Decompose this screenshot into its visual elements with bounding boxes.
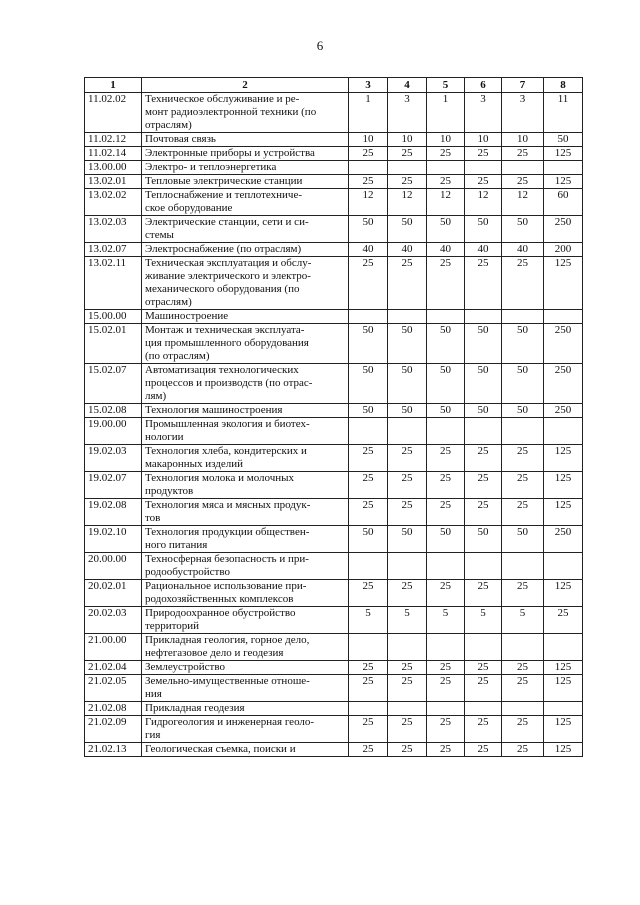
table-row: [85, 175, 583, 189]
value-col-7: 50: [502, 216, 544, 243]
specialty-code: 19.02.08: [85, 499, 142, 526]
value-col-3: 25: [349, 147, 388, 161]
value-col-3: [349, 310, 388, 324]
specialty-name: Технология молока и молочных продуктов: [142, 472, 349, 499]
value-col-8: 125: [544, 716, 583, 743]
specialty-name: Технология машиностроения: [142, 404, 349, 418]
value-col-6: 25: [465, 445, 502, 472]
value-col-5: [427, 418, 465, 445]
specialty-name: Технология продукции обществен- ного питания: [142, 526, 349, 553]
value-col-6: 50: [465, 364, 502, 404]
value-col-7: 50: [502, 364, 544, 404]
specialty-code: 13.02.11: [85, 257, 142, 310]
specialty-name: Тепловые электрические станции: [142, 175, 349, 189]
header-cell-2: 2: [142, 78, 349, 93]
value-col-8: 11: [544, 93, 583, 133]
value-col-8: [544, 634, 583, 661]
value-col-4: 25: [388, 675, 427, 702]
value-col-8: [544, 553, 583, 580]
specialty-code: 13.02.02: [85, 189, 142, 216]
specialty-name: Техническая эксплуатация и обслу- живание электрического и электро- механического оборудования (по отраслям): [142, 257, 349, 310]
specialty-code: 13.00.00: [85, 161, 142, 175]
table-row: [85, 553, 583, 580]
value-col-4: 10: [388, 133, 427, 147]
value-col-6: 50: [465, 526, 502, 553]
table-row: [85, 445, 583, 472]
value-col-6: [465, 702, 502, 716]
value-col-8: 250: [544, 526, 583, 553]
value-col-6: 25: [465, 661, 502, 675]
specialty-name: Гидрогеология и инженерная геоло- гия: [142, 716, 349, 743]
specialty-code: 15.02.01: [85, 324, 142, 364]
value-col-6: 50: [465, 324, 502, 364]
value-col-3: 40: [349, 243, 388, 257]
specialty-code: 21.02.09: [85, 716, 142, 743]
header-cell-7: 7: [502, 78, 544, 93]
value-col-8: 125: [544, 472, 583, 499]
value-col-7: 25: [502, 743, 544, 757]
value-col-7: 25: [502, 445, 544, 472]
specialty-name: Электроснабжение (по отраслям): [142, 243, 349, 257]
value-col-4: [388, 702, 427, 716]
specialty-code: 11.02.02: [85, 93, 142, 133]
specialty-name: Электро- и теплоэнергетика: [142, 161, 349, 175]
value-col-7: [502, 634, 544, 661]
value-col-6: [465, 418, 502, 445]
value-col-3: [349, 634, 388, 661]
specialty-name: Природоохранное обустройство территорий: [142, 607, 349, 634]
value-col-6: 50: [465, 404, 502, 418]
value-col-6: 25: [465, 472, 502, 499]
value-col-3: 1: [349, 93, 388, 133]
value-col-3: 50: [349, 404, 388, 418]
value-col-4: 25: [388, 580, 427, 607]
specialty-name: Электронные приборы и устройства: [142, 147, 349, 161]
table-row: [85, 607, 583, 634]
value-col-4: 3: [388, 93, 427, 133]
specialty-name: Технология хлеба, кондитерских и макаронных изделий: [142, 445, 349, 472]
specialty-name: Теплоснабжение и теплотехниче- ское оборудование: [142, 189, 349, 216]
specialty-code: 19.02.07: [85, 472, 142, 499]
value-col-8: [544, 161, 583, 175]
value-col-7: 25: [502, 175, 544, 189]
value-col-3: 25: [349, 675, 388, 702]
specialty-name: Геологическая съемка, поиски и: [142, 743, 349, 757]
specialty-code: 13.02.01: [85, 175, 142, 189]
value-col-7: [502, 553, 544, 580]
value-col-7: 5: [502, 607, 544, 634]
value-col-7: [502, 702, 544, 716]
value-col-4: 50: [388, 526, 427, 553]
value-col-5: 25: [427, 716, 465, 743]
value-col-6: 25: [465, 580, 502, 607]
value-col-7: 25: [502, 147, 544, 161]
specialty-name: Земельно-имущественные отноше- ния: [142, 675, 349, 702]
value-col-7: 40: [502, 243, 544, 257]
value-col-6: 25: [465, 675, 502, 702]
value-col-6: 25: [465, 499, 502, 526]
value-col-8: 50: [544, 133, 583, 147]
value-col-3: 25: [349, 580, 388, 607]
value-col-6: 25: [465, 257, 502, 310]
value-col-6: 10: [465, 133, 502, 147]
value-col-5: 25: [427, 743, 465, 757]
value-col-7: [502, 418, 544, 445]
table-row: [85, 216, 583, 243]
page-number: 6: [316, 38, 324, 53]
specialty-code: 15.02.08: [85, 404, 142, 418]
value-col-4: 25: [388, 472, 427, 499]
table-row: [85, 189, 583, 216]
value-col-7: 25: [502, 675, 544, 702]
value-col-5: [427, 634, 465, 661]
value-col-8: 250: [544, 404, 583, 418]
specialty-code: 11.02.14: [85, 147, 142, 161]
specialty-code: 19.02.03: [85, 445, 142, 472]
specialty-code: 13.02.03: [85, 216, 142, 243]
value-col-5: 50: [427, 404, 465, 418]
table-body: [85, 93, 583, 757]
specialty-code: 21.02.05: [85, 675, 142, 702]
table-row: [85, 634, 583, 661]
value-col-3: [349, 418, 388, 445]
value-col-8: 125: [544, 580, 583, 607]
value-col-5: 50: [427, 526, 465, 553]
table-row: [85, 364, 583, 404]
header-cell-3: 3: [349, 78, 388, 93]
table-row: [85, 324, 583, 364]
value-col-5: 50: [427, 216, 465, 243]
value-col-5: 50: [427, 364, 465, 404]
header-row: [85, 78, 583, 93]
value-col-4: 40: [388, 243, 427, 257]
value-col-3: 25: [349, 175, 388, 189]
value-col-5: [427, 702, 465, 716]
value-col-4: 50: [388, 364, 427, 404]
value-col-3: 12: [349, 189, 388, 216]
value-col-7: 10: [502, 133, 544, 147]
table-row: [85, 310, 583, 324]
table-row: [85, 675, 583, 702]
value-col-3: 25: [349, 743, 388, 757]
specialty-code: 19.02.10: [85, 526, 142, 553]
specialty-code: 15.02.07: [85, 364, 142, 404]
value-col-4: 25: [388, 661, 427, 675]
value-col-7: 12: [502, 189, 544, 216]
value-col-6: 25: [465, 716, 502, 743]
table-row: [85, 472, 583, 499]
value-col-4: 25: [388, 445, 427, 472]
value-col-6: 50: [465, 216, 502, 243]
value-col-7: 25: [502, 472, 544, 499]
value-col-3: [349, 553, 388, 580]
value-col-3: 50: [349, 364, 388, 404]
value-col-3: 50: [349, 526, 388, 553]
value-col-4: 5: [388, 607, 427, 634]
value-col-4: 25: [388, 499, 427, 526]
value-col-6: 40: [465, 243, 502, 257]
specialty-name: Рациональное использование при- родохозяйственных комплексов: [142, 580, 349, 607]
specialty-name: Техническое обслуживание и ре- монт радиоэлектронной техники (по отраслям): [142, 93, 349, 133]
value-col-3: 25: [349, 499, 388, 526]
value-col-8: 125: [544, 175, 583, 189]
value-col-5: 25: [427, 499, 465, 526]
specialty-name: Землеустройство: [142, 661, 349, 675]
header-cell-5: 5: [427, 78, 465, 93]
value-col-6: 25: [465, 743, 502, 757]
table-row: [85, 580, 583, 607]
value-col-8: 125: [544, 743, 583, 757]
specialty-code: 11.02.12: [85, 133, 142, 147]
value-col-5: 12: [427, 189, 465, 216]
value-col-4: [388, 418, 427, 445]
value-col-6: [465, 161, 502, 175]
table-row: [85, 257, 583, 310]
specialty-name: Автоматизация технологических процессов и производств (по отрас- лям): [142, 364, 349, 404]
specialty-code: 21.00.00: [85, 634, 142, 661]
value-col-5: 25: [427, 257, 465, 310]
specialty-code: 19.00.00: [85, 418, 142, 445]
value-col-8: 25: [544, 607, 583, 634]
value-col-5: 25: [427, 175, 465, 189]
value-col-4: 50: [388, 404, 427, 418]
value-col-8: 250: [544, 216, 583, 243]
value-col-8: [544, 702, 583, 716]
value-col-4: [388, 310, 427, 324]
table-row: [85, 418, 583, 445]
value-col-4: 12: [388, 189, 427, 216]
value-col-7: 25: [502, 257, 544, 310]
specialty-code: 15.00.00: [85, 310, 142, 324]
table-row: [85, 147, 583, 161]
value-col-7: [502, 161, 544, 175]
value-col-3: 25: [349, 716, 388, 743]
value-col-8: 125: [544, 445, 583, 472]
value-col-4: [388, 553, 427, 580]
table-row: [85, 93, 583, 133]
value-col-3: [349, 161, 388, 175]
value-col-8: 60: [544, 189, 583, 216]
table-row: [85, 499, 583, 526]
value-col-6: 25: [465, 147, 502, 161]
table-row: [85, 743, 583, 757]
value-col-5: 25: [427, 580, 465, 607]
specialty-name: Почтовая связь: [142, 133, 349, 147]
value-col-3: 25: [349, 257, 388, 310]
value-col-5: 25: [427, 661, 465, 675]
value-col-5: [427, 161, 465, 175]
value-col-8: 200: [544, 243, 583, 257]
value-col-3: 10: [349, 133, 388, 147]
value-col-6: 25: [465, 175, 502, 189]
value-col-6: [465, 553, 502, 580]
value-col-5: 25: [427, 445, 465, 472]
value-col-3: 50: [349, 216, 388, 243]
value-col-8: 125: [544, 499, 583, 526]
value-col-5: 1: [427, 93, 465, 133]
value-col-5: 25: [427, 472, 465, 499]
value-col-7: 50: [502, 324, 544, 364]
value-col-8: 125: [544, 257, 583, 310]
value-col-4: [388, 161, 427, 175]
value-col-3: [349, 702, 388, 716]
value-col-7: 25: [502, 661, 544, 675]
specialty-name: Промышленная экология и биотех- нологии: [142, 418, 349, 445]
value-col-7: 50: [502, 526, 544, 553]
specialty-name: Технология мяса и мясных продук- тов: [142, 499, 349, 526]
header-cell-6: 6: [465, 78, 502, 93]
value-col-8: 125: [544, 147, 583, 161]
value-col-7: [502, 310, 544, 324]
specialty-code: 20.00.00: [85, 553, 142, 580]
table-row: [85, 404, 583, 418]
header-cell-1: 1: [85, 78, 142, 93]
value-col-7: 50: [502, 404, 544, 418]
value-col-7: 25: [502, 499, 544, 526]
value-col-4: [388, 634, 427, 661]
value-col-8: 250: [544, 364, 583, 404]
header-cell-8: 8: [544, 78, 583, 93]
value-col-4: 25: [388, 175, 427, 189]
value-col-4: 25: [388, 743, 427, 757]
value-col-8: 125: [544, 675, 583, 702]
value-col-7: 25: [502, 580, 544, 607]
specialty-table: [84, 77, 583, 757]
specialty-name: Прикладная геодезия: [142, 702, 349, 716]
value-col-3: 25: [349, 472, 388, 499]
value-col-8: 125: [544, 661, 583, 675]
value-col-8: [544, 418, 583, 445]
specialty-code: 21.02.13: [85, 743, 142, 757]
specialty-code: 21.02.08: [85, 702, 142, 716]
value-col-6: 3: [465, 93, 502, 133]
value-col-5: [427, 553, 465, 580]
table-row: [85, 133, 583, 147]
value-col-7: 25: [502, 716, 544, 743]
value-col-5: 40: [427, 243, 465, 257]
value-col-5: [427, 310, 465, 324]
value-col-6: 5: [465, 607, 502, 634]
value-col-4: 50: [388, 216, 427, 243]
value-col-5: 25: [427, 147, 465, 161]
table-row: [85, 526, 583, 553]
value-col-5: 50: [427, 324, 465, 364]
value-col-3: 25: [349, 661, 388, 675]
specialty-name: Техносферная безопасность и при- родообустройство: [142, 553, 349, 580]
value-col-3: 5: [349, 607, 388, 634]
value-col-8: 250: [544, 324, 583, 364]
value-col-6: [465, 310, 502, 324]
table-row: [85, 161, 583, 175]
value-col-6: 12: [465, 189, 502, 216]
specialty-code: 21.02.04: [85, 661, 142, 675]
specialty-name: Машиностроение: [142, 310, 349, 324]
value-col-8: [544, 310, 583, 324]
specialty-code: 20.02.03: [85, 607, 142, 634]
value-col-5: 10: [427, 133, 465, 147]
table-row: [85, 661, 583, 675]
value-col-3: 25: [349, 445, 388, 472]
table-row: [85, 243, 583, 257]
value-col-7: 3: [502, 93, 544, 133]
specialty-code: 13.02.07: [85, 243, 142, 257]
specialty-code: 20.02.01: [85, 580, 142, 607]
specialty-name: Прикладная геология, горное дело, нефтегазовое дело и геодезия: [142, 634, 349, 661]
specialty-name: Электрические станции, сети и си- стемы: [142, 216, 349, 243]
value-col-4: 25: [388, 147, 427, 161]
table-row: [85, 702, 583, 716]
value-col-3: 50: [349, 324, 388, 364]
value-col-5: 25: [427, 675, 465, 702]
value-col-6: [465, 634, 502, 661]
value-col-4: 50: [388, 324, 427, 364]
table-row: [85, 716, 583, 743]
value-col-4: 25: [388, 716, 427, 743]
specialty-name: Монтаж и техническая эксплуата- ция промышленного оборудования (по отраслям): [142, 324, 349, 364]
value-col-5: 5: [427, 607, 465, 634]
header-cell-4: 4: [388, 78, 427, 93]
value-col-4: 25: [388, 257, 427, 310]
